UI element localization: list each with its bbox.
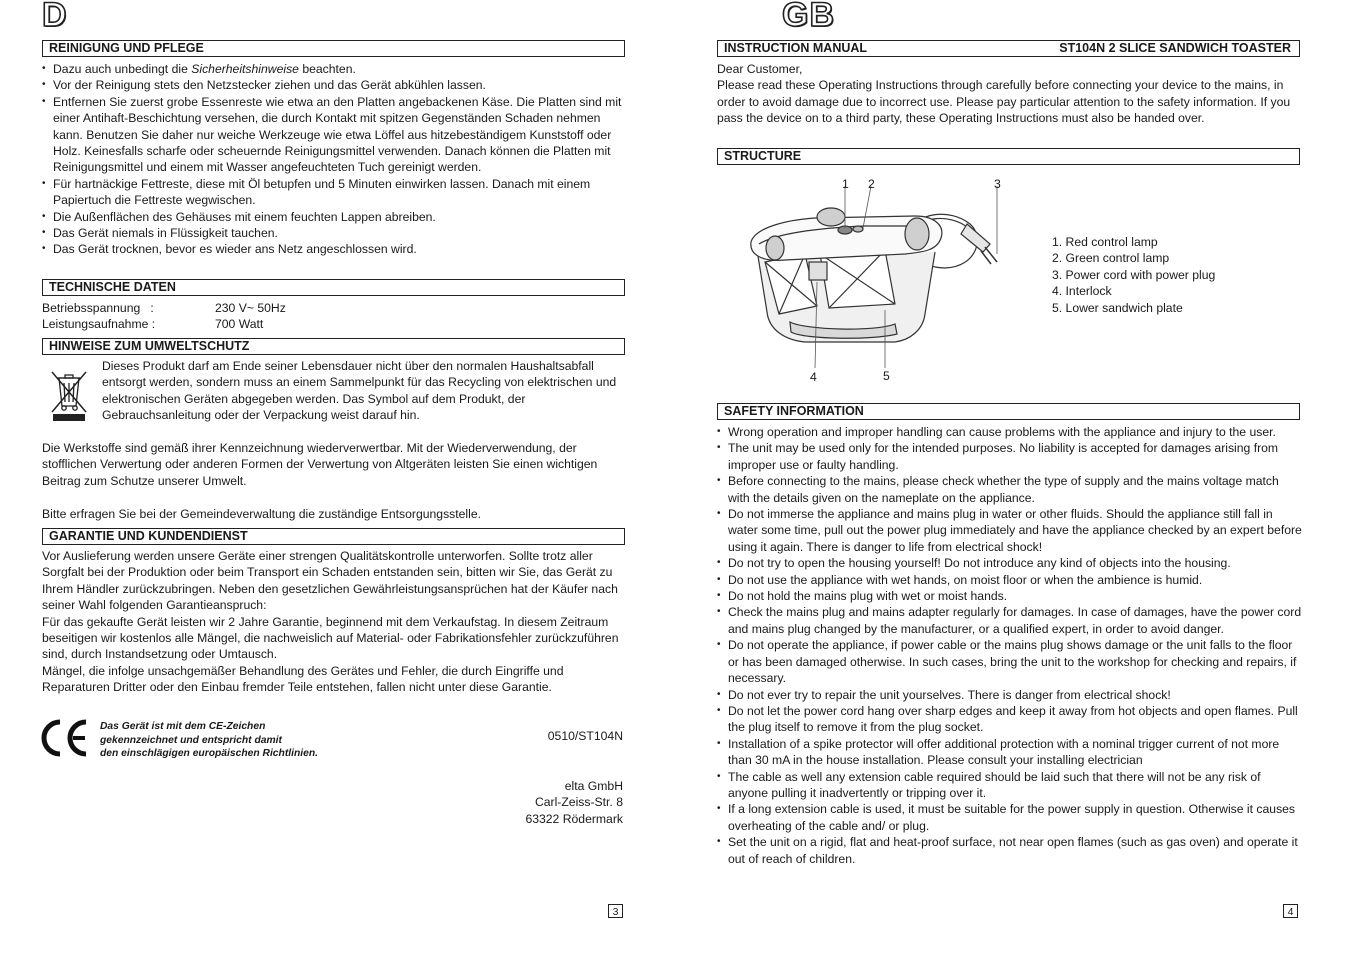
callout-2: 2 — [868, 177, 875, 191]
warranty-paragraph: Für das gekaufte Gerät leisten wir 2 Jahre Garantie, beginnend mit dem Verkaufstag. In diesem Zeitraum beseitigen wir kostenlos alle Mängel, die nachweislich auf Material- oder Fabrikationsfehler zurückzuführen sind, durch Instandsetzung oder Umtausch. — [42, 614, 619, 662]
language-code-d: D — [42, 0, 68, 34]
heading-instruction-manual-text: INSTRUCTION MANUAL — [724, 41, 868, 55]
list-item: • Das Gerät trocknen, bevor es wieder ans Netz angeschlossen wird. — [42, 241, 627, 257]
heading-structure — [717, 148, 1300, 165]
callout-1: 1 — [842, 177, 849, 191]
page-number: 3 — [608, 904, 623, 918]
company-address — [440, 778, 623, 827]
env-paragraph: Bitte erfragen Sie bei der Gemeindeverwaltung die zuständige Entsorgungsstelle. — [42, 507, 482, 521]
heading-instruction-manual — [717, 40, 1300, 57]
tech-label: Leistungsaufnahme : — [42, 317, 156, 332]
heading-cleaning — [42, 40, 625, 57]
callout-4: 4 — [810, 370, 817, 384]
list-item: • Installation of a spike protector will offer additional protection with a nominal trigger current of not more than 30 mA in the house installation. Please consult your installing electrician — [717, 736, 1303, 769]
ce-note-line: den einschlägigen europäischen Richtlinien. — [100, 748, 318, 759]
list-item: • Entfernen Sie zuerst grobe Essenreste wie etwa an den Platten angebackenen Käse. Die Platten sind mit einer Antihaft-Beschichtung versehen, die durch Kontakt mit spitzen Gegenständen Schaden nehmen kann. Benutzen Sie daher nur weiche Werkzeuge wie etwa Löffel aus hitzebeständigem Kunststoff oder Holz. Keinesfalls scharfe oder scheuernde Reinigungsmittel verwenden. Danach können die Platten mit Reinigungsmittel und einem mit Wasser angefeuchteten Tuch gereinigt werden. — [42, 94, 627, 176]
env-paragraph: Die Werkstoffe sind gemäß ihrer Kennzeichnung wiederverwertbar. Mit der Wiederverwendung, der stofflichen Verwertung oder anderen Formen der Verwertung von Altgeräten leisten Sie einen wichtigen Beitrag zum Schutze unserer Umwelt. — [42, 441, 598, 488]
list-item: • Set the unit on a rigid, flat and heat-proof surface, not near open flames (such as gas oven) and operate it out of reach of children. — [717, 834, 1303, 867]
model-code: 0510/ST104N — [547, 729, 623, 743]
address-line: Carl-Zeiss-Str. 8 — [534, 795, 623, 810]
list-item: 3. Power cord with power plug — [1052, 267, 1216, 282]
list-item: • Do not hold the mains plug with wet or moist hands. — [717, 588, 1303, 604]
warranty-paragraph: Vor Auslieferung werden unsere Geräte einer strengen Qualitätskontrolle unterworfen. Sollte trotz aller Sorgfalt bei der Produktion oder beim Transport ein Schaden entstanden sein, bitten wir Sie, das Gerät zu Ihrem Händler zurückzubringen. Neben den gesetzlichen Gewährleistungsansprüchen hat der Käufer nach seiner Wahl folgenden Garantieanspruch: — [42, 549, 618, 613]
text: beachten. — [298, 62, 356, 76]
list-item — [42, 61, 627, 77]
warranty-paragraph: Mängel, die infolge unsachgemäßer Behandlung des Gerätes und Fehler, die durch Eingriffe und Reparaturen Dritter oder den Einbau fremder Teile entstehen, fallen nicht unter diese Garantie. — [42, 663, 564, 695]
list-item: • Do not operate the appliance, if power cable or the mains plug shows damage or the unit falls to the floor or has been damaged otherwise. In such cases, bring the unit to the workshop for checking and repairs, if necessary. — [717, 637, 1303, 686]
page-number: 4 — [1283, 904, 1298, 918]
parts-list — [1052, 234, 1292, 316]
ce-mark-icon — [41, 718, 89, 758]
emphasis-text: Sicherheitshinweise — [191, 62, 299, 76]
list-item: • Do not use the appliance with wet hands, on moist floor or when the ambience is humid. — [717, 572, 1303, 588]
ce-note — [100, 720, 430, 761]
list-item: 5. Lower sandwich plate — [1052, 300, 1183, 315]
safety-list — [717, 424, 1303, 867]
list-item: 4. Interlock — [1052, 284, 1112, 299]
weee-bin-icon — [50, 366, 88, 424]
list-item: • Das Gerät niemals in Flüssigkeit tauchen. — [42, 225, 627, 241]
list-item: 1. Red control lamp — [1052, 235, 1158, 249]
heading-cleaning-text: REINIGUNG UND PFLEGE — [49, 41, 204, 55]
address-line: 63322 Rödermark — [525, 811, 623, 826]
list-item: • Vor der Reinigung stets den Netzstecker ziehen und das Gerät abkühlen lassen. — [42, 77, 627, 93]
table-row — [42, 300, 625, 316]
model-title: ST104N 2 SLICE SANDWICH TOASTER — [1059, 41, 1291, 55]
intro-text — [717, 61, 1302, 127]
intro-paragraph: Please read these Operating Instructions through carefully before connecting your device to the mains, in order to avoid damage due to incorrect use. Please pay particular attention to the safety information. If you pass the device on to a third party, these Operating Instructions must also be handed over. — [717, 78, 1291, 126]
list-item: • The cable as well any extension cable required should be laid such that there will not be any risk of anyone pulling it inadvertently or tripping over it. — [717, 769, 1303, 802]
text: Dazu auch unbedingt die — [53, 62, 192, 76]
ce-note-line: gekennzeichnet und entspricht damit — [100, 734, 282, 746]
tech-value: 700 Watt — [215, 317, 264, 332]
list-item: • Do not try to open the housing yourself! Do not introduce any kind of objects into the housing. — [717, 555, 1303, 571]
list-item: • Do not immerse the appliance and mains plug in water or other fluids. Should the appliance still fall in water some time, pull out the power plug immediately and have the appliance checked by an expert before using it again. There is danger to life from electrical shock! — [717, 506, 1303, 555]
tech-label: Betriebsspannung : — [42, 301, 154, 315]
list-item: 2. Green control lamp — [1052, 251, 1170, 266]
tech-data-table — [42, 300, 625, 333]
env-recycling-text: Dieses Produkt darf am Ende seiner Lebensdauer nicht über den normalen Haushaltsabfall entsorgt werden, sondern muss an einem Sammelpunkt für das Recycling von elektrischen und elektronischen Geräten abgegeben werden. Das Symbol auf dem Produkt, der Gebrauchsanleitung oder der Verpackung weist darauf hin. — [102, 359, 617, 423]
heading-warranty-text: GARANTIE UND KUNDENDIENST — [49, 529, 248, 543]
list-item: • The unit may be used only for the intended purposes. No liability is accepted for damages arising from improper use or faulty handling. — [717, 440, 1303, 473]
heading-environment-text: HINWEISE ZUM UMWELTSCHUTZ — [49, 339, 250, 353]
cleaning-list — [42, 61, 627, 258]
list-item: • Die Außenflächen des Gehäuses mit einem feuchten Lappen abreiben. — [42, 209, 627, 225]
list-item: • Check the mains plug and mains adapter regularly for damages. In case of damages, have the power cord and mains plug changed by the manufacturer, or a qualified expert, in order to avoid danger. — [717, 604, 1303, 637]
list-item: • If a long extension cable is used, it must be suitable for the power supply in question. Otherwise it causes overheating of the cable and/ or plug. — [717, 801, 1303, 834]
table-row — [42, 316, 625, 332]
list-item: • Für hartnäckige Fettreste, diese mit Öl betupfen und 5 Minuten einwirken lassen. Danach mit einem Papiertuch die Fettreste wegwischen. — [42, 176, 627, 209]
greeting: Dear Customer, — [717, 62, 803, 76]
heading-environment — [42, 338, 625, 355]
ce-note-line: Das Gerät ist mit dem CE-Zeichen — [100, 721, 266, 732]
callout-3: 3 — [994, 177, 1001, 191]
heading-tech-data — [42, 279, 625, 296]
language-code-gb: GB — [782, 0, 835, 34]
heading-warranty — [42, 528, 625, 545]
list-item: • Wrong operation and improper handling can cause problems with the appliance and injury to the user. — [717, 424, 1303, 440]
heading-tech-data-text: TECHNISCHE DATEN — [49, 280, 176, 294]
toaster-diagram — [745, 172, 1015, 384]
list-item: • Before connecting to the mains, please check whether the type of supply and the mains voltage match with the details given on the nameplate on the appliance. — [717, 473, 1303, 506]
warranty-text — [42, 548, 627, 696]
address-line: elta GmbH — [564, 779, 623, 793]
heading-structure-text: STRUCTURE — [724, 149, 802, 163]
heading-safety — [717, 403, 1300, 420]
tech-value: 230 V~ 50Hz — [215, 301, 286, 315]
callout-5: 5 — [883, 369, 890, 383]
list-item: • Do not let the power cord hang over sharp edges and keep it away from hot objects and open flames. Pull the plug itself to remove it from the plug socket. — [717, 703, 1303, 736]
list-item: • Do not ever try to repair the unit yourselves. There is danger from electrical shock! — [717, 687, 1303, 703]
heading-safety-text: SAFETY INFORMATION — [724, 404, 864, 418]
